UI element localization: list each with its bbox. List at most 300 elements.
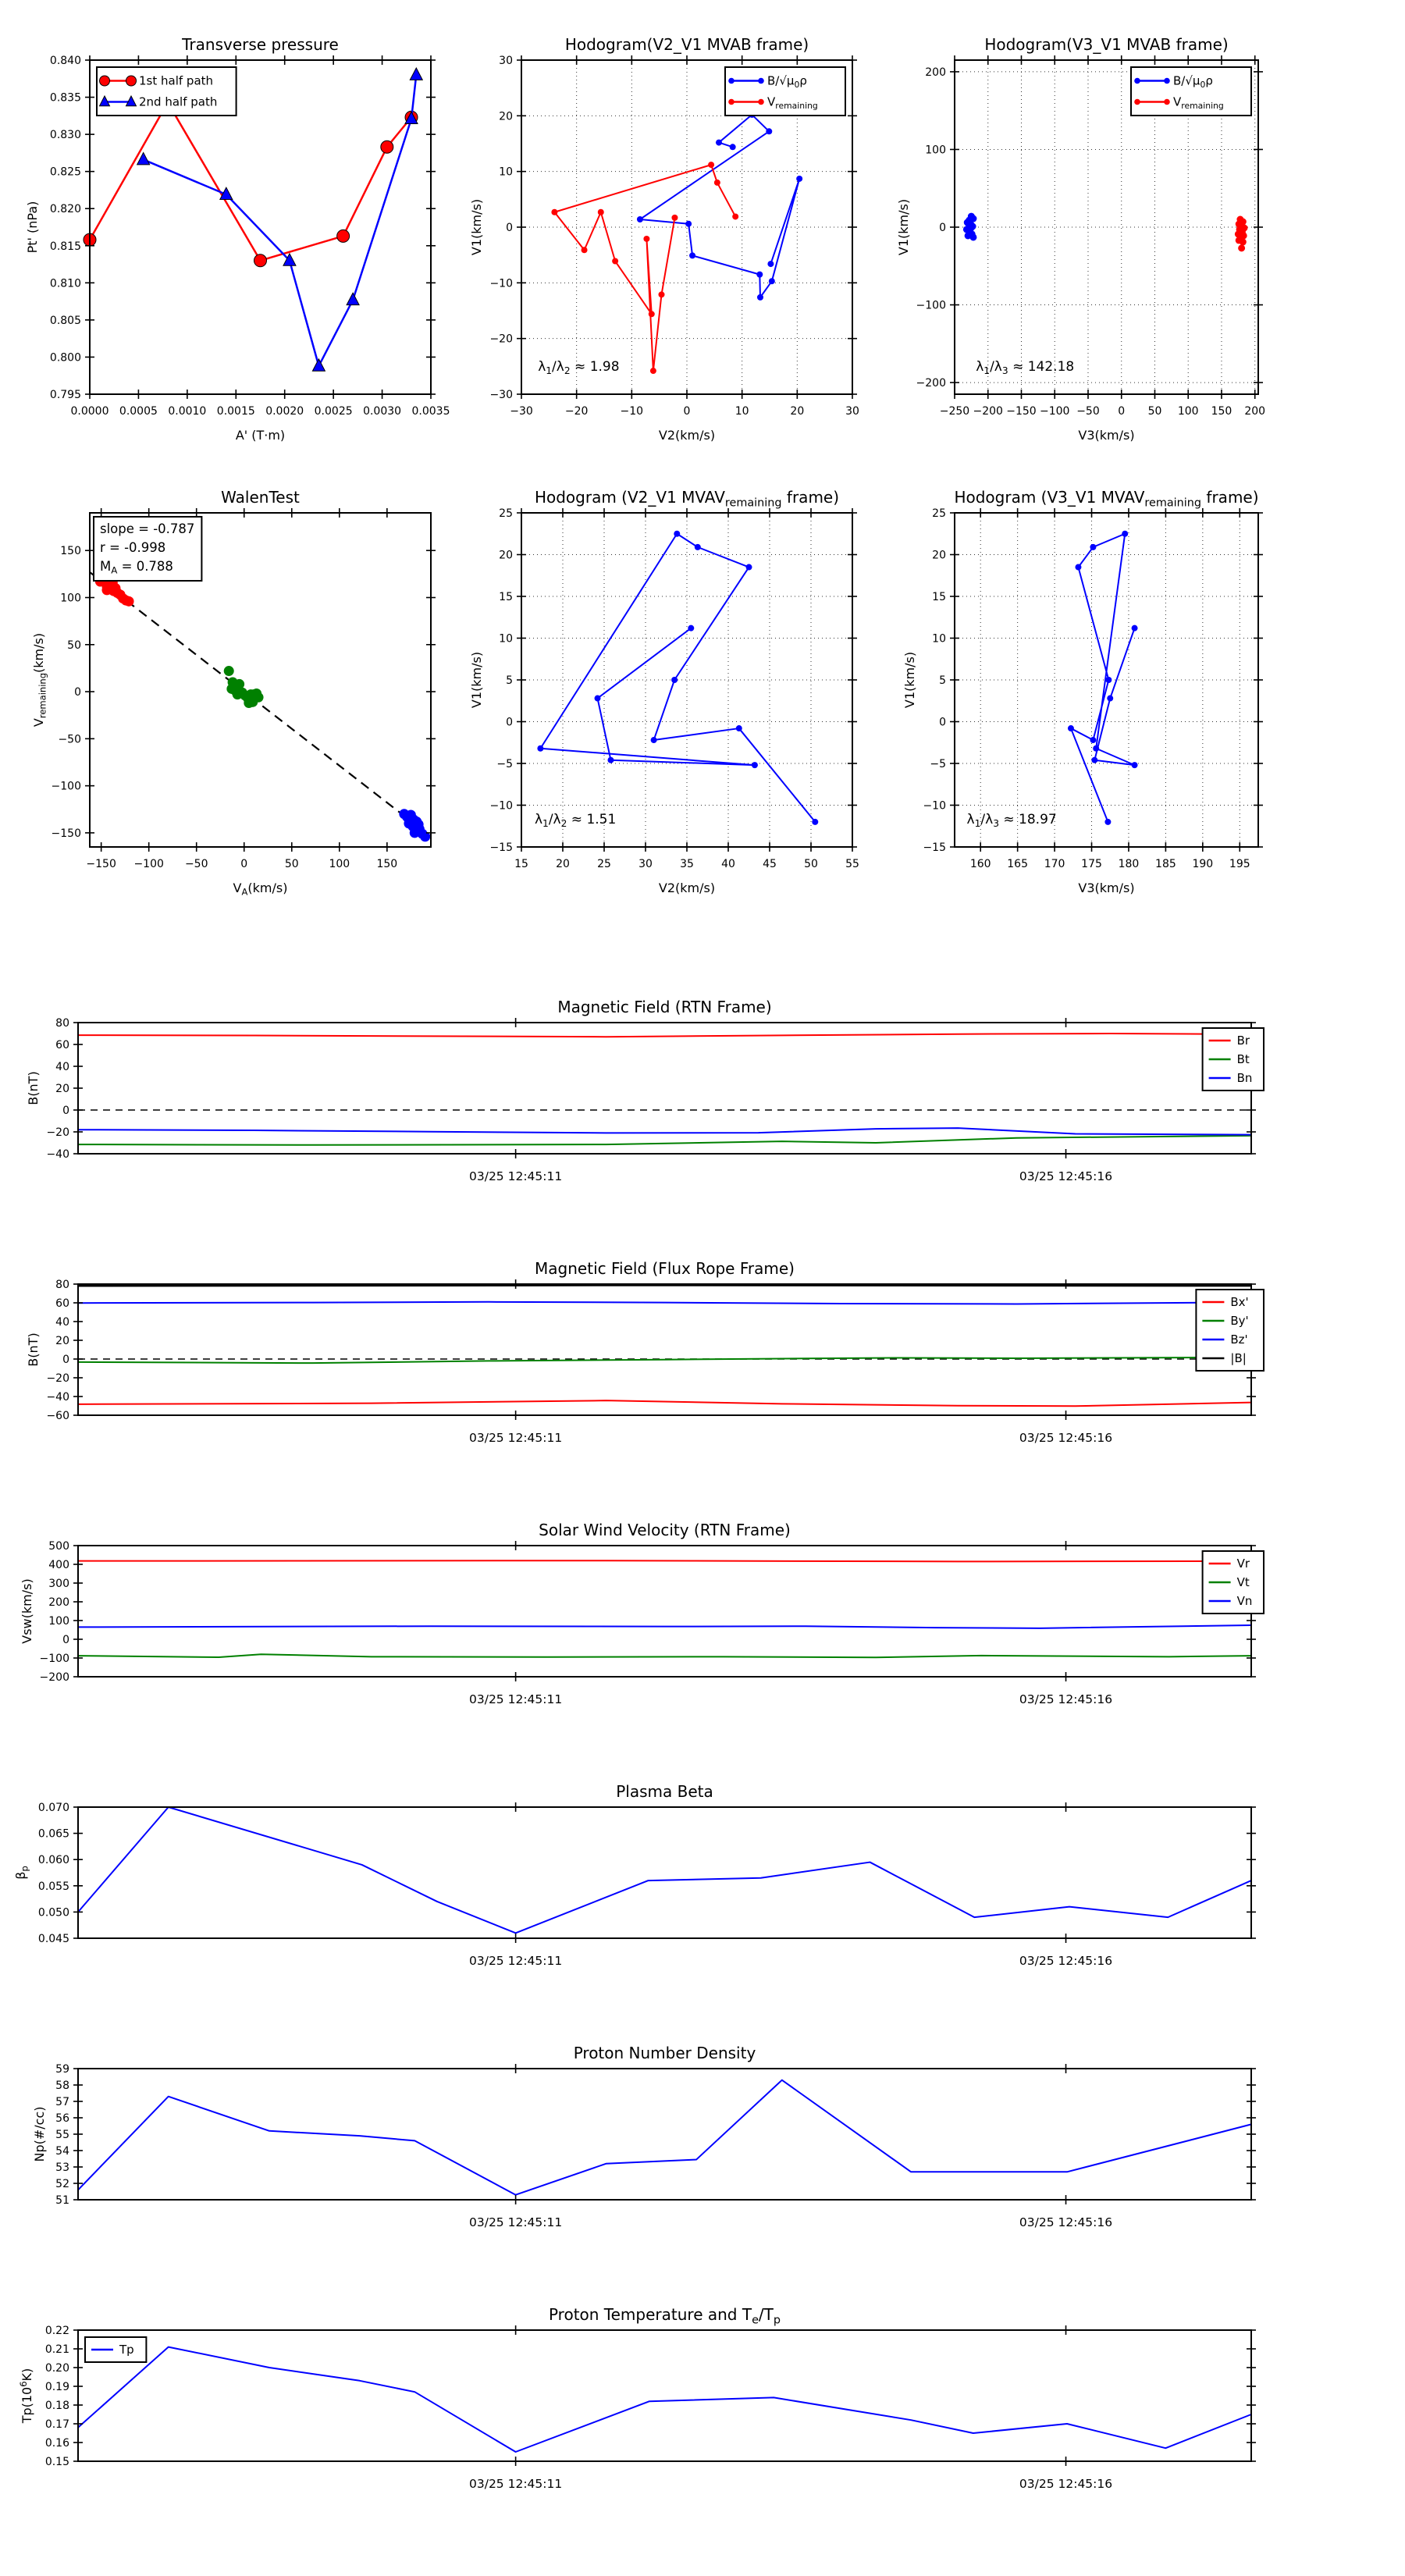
chart-title: Proton Temperature and $T_e/T_p$ — [548, 2305, 781, 2327]
y-tick-label: 0.045 — [37, 1933, 69, 1945]
x-tick-label: 190 — [1192, 858, 1214, 870]
dot-marker — [796, 176, 802, 182]
ticks — [73, 1279, 1256, 1420]
legend-label: $B/√\mu_0\rho$ — [1173, 73, 1213, 90]
x-tick-label: −30 — [510, 405, 533, 418]
chart-c5 — [469, 488, 859, 895]
x-tick-label: 45 — [763, 858, 777, 870]
chart-t1 — [26, 998, 1264, 1183]
dot-marker — [767, 261, 774, 267]
x-axis-label: V3(km/s) — [1078, 881, 1135, 895]
y-tick-label: 40 — [55, 1061, 69, 1073]
y-tick-label: 55 — [55, 2129, 69, 2141]
x-tick-label: 175 — [1081, 858, 1102, 870]
legend-label: Vt — [1236, 1575, 1250, 1589]
y-tick-label: −10 — [923, 799, 946, 813]
dot-marker — [969, 233, 976, 240]
x-axis-label: A' (T·m) — [235, 428, 286, 443]
triangle-marker — [312, 359, 325, 371]
dot-marker — [1093, 745, 1099, 752]
y-axis-label: $V_{remaining}(km/s)$ — [31, 632, 48, 728]
y-tick-label: 400 — [48, 1559, 69, 1571]
dot-marker — [637, 216, 643, 222]
x-tick-label: 200 — [1244, 405, 1266, 418]
x-tick-label: 03/25 12:45:16 — [1019, 2215, 1113, 2229]
y-tick-label: 20 — [932, 549, 946, 562]
y-tick-label: 15 — [932, 591, 946, 603]
y-tick-label: 10 — [499, 165, 513, 179]
info-line: r = -0.998 — [100, 540, 166, 555]
y-tick-label: 52 — [55, 2178, 69, 2190]
x-tick-label: 0.0025 — [314, 405, 353, 418]
y-tick-label: 0.22 — [44, 2325, 69, 2337]
dot-marker — [649, 311, 655, 317]
chart-title: Hodogram(V2_V1 MVAB frame) — [564, 35, 809, 54]
dot-marker — [730, 144, 736, 150]
legend-label: 2nd half path — [139, 94, 218, 109]
circle-marker — [126, 76, 137, 86]
x-tick-label: 180 — [1118, 858, 1140, 870]
series-markers-V2_V1 path — [537, 531, 818, 825]
dot-marker — [1068, 725, 1074, 731]
y-axis-label: $Tp(10^6K)$ — [17, 2368, 34, 2424]
ticks — [73, 2325, 1256, 2466]
x-tick-label: 195 — [1229, 858, 1250, 870]
dot-marker — [757, 294, 763, 301]
x-tick-label: 0.0005 — [119, 405, 158, 418]
triangle-marker — [410, 68, 422, 80]
y-tick-label: 0.17 — [44, 2418, 69, 2431]
dot-marker — [224, 666, 234, 676]
chart-t2 — [26, 1259, 1264, 1445]
y-tick-label: 60 — [55, 1297, 69, 1310]
series-markers-B/sqrt(mu0 rho) — [963, 213, 977, 241]
dot-marker — [685, 221, 692, 227]
legend — [1203, 1551, 1264, 1614]
y-tick-label: 56 — [55, 2112, 69, 2125]
x-tick-label: −200 — [973, 405, 1003, 418]
dot-marker — [598, 209, 604, 215]
chart-title: Proton Number Density — [573, 2044, 756, 2062]
x-tick-label: 170 — [1044, 858, 1065, 870]
x-tick-label: 100 — [329, 858, 350, 870]
y-tick-label: 0.18 — [44, 2400, 69, 2412]
dot-marker — [1122, 531, 1128, 537]
x-tick-label: 03/25 12:45:11 — [469, 2477, 563, 2491]
dot-marker — [671, 215, 678, 221]
dot-marker — [671, 677, 678, 683]
dot-marker — [688, 625, 694, 632]
dot-marker — [1132, 625, 1138, 632]
y-tick-label: 20 — [55, 1335, 69, 1347]
dot-marker — [736, 725, 742, 731]
x-tick-label: −100 — [133, 858, 164, 870]
x-tick-label: 0.0010 — [168, 405, 207, 418]
y-tick-label: −100 — [916, 299, 946, 312]
y-tick-label: 51 — [55, 2194, 69, 2207]
dot-marker — [1090, 544, 1096, 550]
chart-c3 — [896, 35, 1265, 443]
x-tick-label: 03/25 12:45:16 — [1019, 2477, 1113, 2491]
dot-marker — [758, 99, 764, 105]
series-By' — [78, 1357, 1251, 1363]
series-Bx' — [78, 1400, 1251, 1406]
chart-title: Transverse pressure — [182, 35, 339, 54]
dot-marker — [967, 225, 974, 232]
legend-label: $B/√\mu_0\rho$ — [767, 73, 807, 90]
dot-marker — [674, 531, 680, 537]
y-axis-label: B(nT) — [26, 1332, 41, 1367]
series-|B| — [78, 1285, 1251, 1286]
annotation: $\lambda_1/\lambda_2 \approx 1.51$ — [534, 812, 617, 829]
y-tick-label: −50 — [58, 733, 81, 746]
dot-marker — [812, 819, 818, 825]
x-tick-label: 25 — [597, 858, 611, 870]
series-Vn — [78, 1625, 1251, 1628]
y-tick-label: 0 — [506, 222, 513, 234]
y-tick-label: 25 — [932, 507, 946, 520]
series-2nd half path — [144, 75, 417, 366]
x-tick-label: 100 — [1177, 405, 1199, 418]
x-tick-label: 35 — [680, 858, 694, 870]
axes-frame — [78, 2069, 1251, 2200]
y-tick-label: 0.805 — [49, 314, 81, 327]
x-tick-label: 150 — [376, 858, 398, 870]
series-Vt — [78, 1654, 1251, 1657]
legend-label: Bz' — [1230, 1332, 1248, 1347]
y-tick-label: −5 — [496, 758, 513, 770]
dot-marker — [651, 737, 657, 743]
x-tick-label: 50 — [284, 858, 299, 870]
y-tick-label: 25 — [499, 507, 513, 520]
ticks — [73, 1802, 1256, 1943]
y-tick-label: 0 — [62, 1105, 69, 1117]
x-tick-label: 0 — [1118, 405, 1126, 418]
series-markers-cluster-3 — [399, 809, 430, 841]
x-tick-label: 03/25 12:45:11 — [469, 1692, 563, 1706]
y-tick-label: 0.16 — [44, 2437, 69, 2450]
dot-marker — [1105, 677, 1112, 683]
y-tick-label: −60 — [46, 1410, 69, 1422]
y-tick-label: −40 — [46, 1391, 69, 1404]
x-tick-label: 03/25 12:45:16 — [1019, 1431, 1113, 1445]
dot-marker — [716, 140, 722, 146]
dot-marker — [1107, 696, 1113, 702]
series-markers-B/sqrt(mu0 rho) — [637, 112, 802, 301]
chart-t6 — [18, 2305, 1256, 2491]
y-tick-label: −100 — [51, 780, 81, 793]
legend-label: Tp — [119, 2343, 134, 2357]
y-tick-label: 0.830 — [49, 129, 81, 142]
y-tick-label: −15 — [923, 841, 946, 854]
legend-label: By' — [1230, 1314, 1249, 1328]
x-tick-label: −150 — [1006, 405, 1037, 418]
series-Np — [78, 2080, 1251, 2195]
y-tick-label: 0 — [939, 222, 946, 234]
y-tick-label: 0.15 — [44, 2456, 69, 2468]
y-tick-label: −10 — [489, 799, 513, 813]
info-line: $M_A = 0.788$ — [100, 559, 173, 576]
y-tick-label: 20 — [499, 110, 513, 123]
y-tick-label: 0.19 — [44, 2381, 69, 2393]
y-axis-label: $\beta_p$ — [13, 1866, 30, 1880]
info-box — [94, 517, 201, 581]
dot-marker — [101, 585, 112, 595]
y-axis-label: B(nT) — [26, 1071, 41, 1105]
y-tick-label: 53 — [55, 2161, 69, 2174]
dot-marker — [643, 236, 649, 242]
y-axis-label: Vsw(km/s) — [20, 1578, 34, 1644]
y-tick-label: 0.825 — [49, 165, 81, 179]
x-tick-label: 185 — [1155, 858, 1176, 870]
y-tick-label: −40 — [46, 1148, 69, 1161]
dot-marker — [414, 820, 424, 830]
x-tick-label: 0.0000 — [70, 405, 109, 418]
dot-marker — [746, 564, 752, 571]
dot-marker — [607, 757, 614, 763]
dot-marker — [1091, 757, 1097, 763]
y-tick-label: −200 — [39, 1671, 69, 1684]
axes-frame — [78, 2330, 1251, 2461]
y-tick-label: −30 — [489, 389, 513, 401]
series-V remaining — [554, 165, 735, 371]
legend-label: $V_{remaining}$ — [1173, 94, 1224, 111]
y-tick-label: 0.055 — [37, 1880, 69, 1893]
dot-marker — [1134, 99, 1140, 105]
dot-marker — [708, 162, 714, 168]
chart-title: Solar Wind Velocity (RTN Frame) — [539, 1521, 791, 1539]
axes-frame — [78, 1807, 1251, 1938]
y-tick-label: 0.835 — [49, 91, 81, 105]
x-tick-label: 0 — [240, 858, 248, 870]
legend — [1196, 1290, 1264, 1371]
legend-label: |B| — [1230, 1351, 1247, 1365]
legend-label: Bx' — [1230, 1295, 1249, 1309]
dot-marker — [766, 128, 772, 134]
dot-marker — [769, 278, 775, 284]
y-axis-label: Np(#/cc) — [32, 2106, 47, 2162]
x-tick-label: −10 — [620, 405, 644, 418]
dot-marker — [1164, 99, 1170, 105]
y-tick-label: 100 — [48, 1615, 69, 1628]
legend-label: Br — [1236, 1034, 1250, 1048]
y-tick-label: 10 — [499, 632, 513, 646]
dot-marker — [695, 544, 701, 550]
y-tick-label: 150 — [60, 545, 81, 558]
y-tick-label: 100 — [60, 592, 81, 605]
y-tick-label: 0.21 — [44, 2343, 69, 2356]
y-axis-label: Pt' (nPa) — [25, 201, 40, 254]
series-Tp — [78, 2347, 1251, 2452]
x-tick-label: −50 — [184, 858, 208, 870]
dot-marker — [1075, 564, 1081, 571]
y-tick-label: 0.810 — [49, 277, 81, 290]
dot-marker — [689, 252, 695, 258]
x-tick-label: 03/25 12:45:11 — [469, 2215, 563, 2229]
x-tick-label: 03/25 12:45:16 — [1019, 1692, 1113, 1706]
series-markers-1st half path — [84, 96, 418, 267]
dot-marker — [732, 213, 738, 219]
y-tick-label: −5 — [930, 758, 946, 770]
y-tick-label: 0.065 — [37, 1827, 69, 1841]
x-tick-label: −250 — [939, 405, 970, 418]
y-tick-label: −150 — [51, 827, 81, 840]
series-V2_V1 path — [540, 534, 815, 822]
y-tick-label: 0 — [506, 716, 513, 729]
y-tick-label: 300 — [48, 1578, 69, 1590]
y-tick-label: 54 — [55, 2145, 69, 2158]
dot-marker — [728, 78, 735, 84]
dot-marker — [551, 209, 557, 215]
x-tick-label: 03/25 12:45:16 — [1019, 1169, 1113, 1183]
x-tick-label: 03/25 12:45:11 — [469, 1954, 563, 1968]
x-tick-label: 0.0015 — [216, 405, 255, 418]
y-tick-label: −20 — [46, 1372, 69, 1385]
y-tick-label: 15 — [499, 591, 513, 603]
y-tick-label: 0 — [939, 716, 946, 729]
legend-label: Vr — [1236, 1557, 1250, 1571]
legend — [97, 67, 237, 116]
dot-marker — [728, 99, 735, 105]
x-tick-label: 150 — [1211, 405, 1232, 418]
y-tick-label: 57 — [55, 2096, 69, 2108]
dot-marker — [756, 272, 763, 278]
circle-marker — [100, 76, 110, 86]
legend-label: 1st half path — [139, 73, 214, 88]
y-tick-label: 58 — [55, 2080, 69, 2092]
x-tick-label: 03/25 12:45:16 — [1019, 1954, 1113, 1968]
dot-marker — [244, 698, 254, 708]
y-tick-label: 0 — [74, 686, 81, 699]
dot-marker — [650, 368, 656, 374]
x-tick-label: −20 — [564, 405, 589, 418]
y-tick-label: 50 — [67, 639, 81, 652]
x-tick-label: 03/25 12:45:11 — [469, 1431, 563, 1445]
ticks — [73, 2064, 1256, 2204]
annotation: $\lambda_1/\lambda_2 \approx 1.98$ — [538, 359, 620, 376]
dot-marker — [1134, 78, 1140, 84]
series-markers-V remaining — [1235, 216, 1248, 252]
y-tick-label: −100 — [39, 1653, 69, 1665]
dot-marker — [1164, 78, 1170, 84]
y-tick-label: 0.795 — [49, 389, 81, 401]
y-tick-label: 0.20 — [44, 2362, 69, 2375]
series-markers-V3_V1 path — [1068, 531, 1138, 825]
y-tick-label: 0.050 — [37, 1906, 69, 1920]
chart-t3 — [20, 1521, 1264, 1706]
series-1st half path — [90, 102, 411, 261]
x-tick-label: 165 — [1007, 858, 1029, 870]
y-tick-label: 20 — [55, 1083, 69, 1095]
x-axis-label: $V_A(km/s)$ — [233, 881, 288, 898]
series-Bn — [78, 1128, 1251, 1135]
dot-marker — [1240, 238, 1247, 245]
x-tick-label: 50 — [1147, 405, 1162, 418]
x-tick-label: 40 — [721, 858, 735, 870]
x-tick-label: 0.0035 — [411, 405, 450, 418]
series-markers-V remaining — [551, 162, 738, 374]
chart-c6 — [902, 488, 1263, 895]
chart-t5 — [32, 2044, 1256, 2229]
x-tick-label: 0 — [683, 405, 691, 418]
x-tick-label: 30 — [845, 405, 859, 418]
y-tick-label: 0.815 — [49, 240, 81, 253]
legend-label: $V_{remaining}$ — [767, 94, 818, 111]
series-beta_p — [78, 1807, 1251, 1933]
y-tick-label: −200 — [916, 377, 946, 390]
y-tick-label: 10 — [932, 632, 946, 646]
x-tick-label: −50 — [1076, 405, 1100, 418]
y-tick-label: 80 — [55, 1017, 69, 1030]
y-tick-label: 20 — [499, 549, 513, 562]
dot-marker — [595, 696, 601, 702]
chart-title: Plasma Beta — [616, 1782, 713, 1801]
y-tick-label: 80 — [55, 1279, 69, 1291]
y-tick-label: 0 — [62, 1634, 69, 1646]
y-tick-label: 0.060 — [37, 1854, 69, 1867]
series-Bt — [78, 1136, 1251, 1145]
grid — [521, 513, 852, 847]
annotation: $\lambda_1/\lambda_3 \approx 142.18$ — [976, 359, 1075, 376]
y-axis-label: V1(km/s) — [469, 198, 484, 256]
y-tick-label: 59 — [55, 2063, 69, 2076]
y-tick-label: −15 — [489, 841, 513, 854]
y-tick-label: 40 — [55, 1316, 69, 1329]
x-tick-label: 0.0030 — [363, 405, 402, 418]
y-tick-label: 200 — [925, 66, 946, 79]
chart-title: Magnetic Field (Flux Rope Frame) — [535, 1259, 795, 1278]
x-tick-label: 20 — [556, 858, 570, 870]
dot-marker — [714, 180, 720, 186]
circle-marker — [254, 254, 267, 267]
dot-marker — [752, 762, 758, 768]
y-tick-label: 200 — [48, 1596, 69, 1609]
dot-marker — [537, 745, 543, 752]
x-tick-label: 20 — [790, 405, 805, 418]
y-tick-label: 30 — [499, 55, 513, 67]
dot-marker — [1090, 737, 1096, 743]
y-axis-label: V1(km/s) — [902, 651, 917, 709]
dot-marker — [1238, 244, 1245, 251]
y-tick-label: −20 — [46, 1126, 69, 1139]
series-markers-cluster-2 — [224, 666, 264, 708]
y-tick-label: 0.840 — [49, 55, 81, 67]
x-tick-label: 50 — [804, 858, 818, 870]
x-tick-label: 03/25 12:45:11 — [469, 1169, 563, 1183]
dot-marker — [612, 258, 618, 265]
y-tick-label: 100 — [925, 144, 946, 157]
x-tick-label: 160 — [969, 858, 991, 870]
x-tick-label: 10 — [735, 405, 749, 418]
x-axis-label: V3(km/s) — [1078, 428, 1135, 443]
chart-title: WalenTest — [221, 488, 300, 507]
circle-marker — [381, 141, 393, 153]
x-axis-label: V2(km/s) — [658, 428, 716, 443]
y-axis-label: V1(km/s) — [896, 198, 911, 256]
fit-line — [90, 572, 431, 837]
chart-c1 — [25, 35, 450, 443]
series-Br — [78, 1034, 1251, 1037]
y-tick-label: 5 — [506, 674, 513, 687]
y-tick-label: 0 — [62, 1354, 69, 1366]
x-tick-label: 55 — [845, 858, 859, 870]
annotation: $\lambda_1/\lambda_3 \approx 18.97$ — [966, 812, 1057, 829]
chart-c2 — [469, 35, 859, 443]
x-axis-label: V2(km/s) — [658, 881, 716, 895]
x-tick-label: 0.0020 — [265, 405, 304, 418]
y-tick-label: 0.820 — [49, 203, 81, 216]
chart-title: Magnetic Field (RTN Frame) — [557, 998, 772, 1016]
